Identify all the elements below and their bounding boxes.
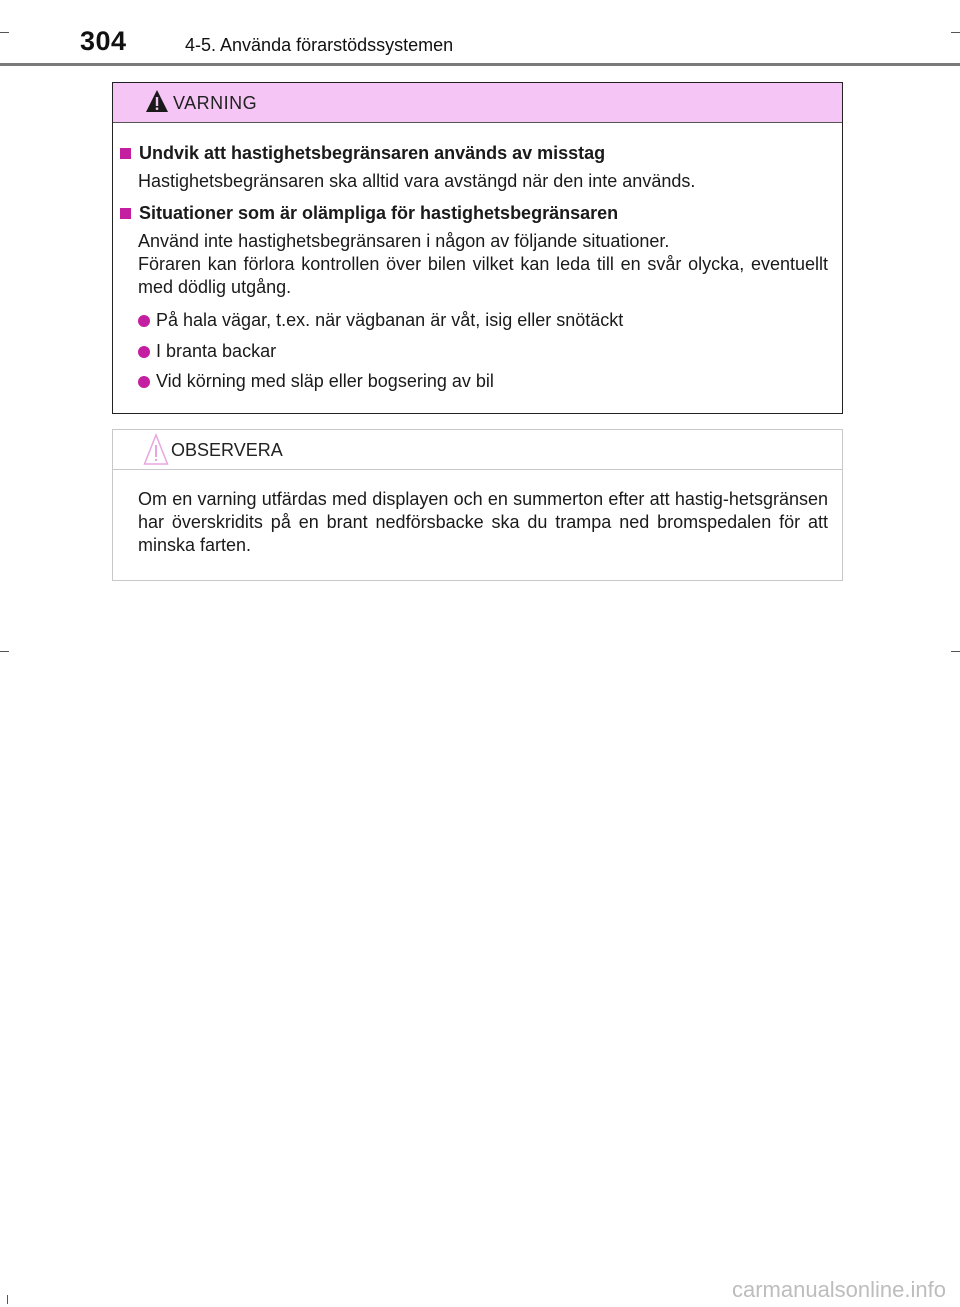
notice-box: [112, 429, 843, 581]
warning-item-text: Använd inte hastighetsbegränsaren i någon av följande situationer.: [138, 231, 670, 251]
watermark: carmanualsonline.info: [731, 1277, 946, 1302]
notice-text: Om en varning utfärdas med displayen och en summerton efter att hastig-hetsgränsen har överskridits på en brant nedförsbacke ska du trampa ned bromspedalen för att minska farten.: [138, 489, 828, 555]
list-item: Vid körning med släp eller bogsering av bil: [138, 370, 494, 393]
square-bullet-icon: [120, 208, 131, 219]
page-header: [0, 0, 960, 66]
square-bullet-icon: [120, 148, 131, 159]
header-divider: [0, 63, 960, 66]
warning-label: VARNING: [173, 93, 258, 113]
warning-item-heading: Undvik att hastighetsbegränsaren används av misstag: [120, 142, 605, 165]
notice-label: OBSERVERA: [171, 440, 283, 460]
warning-box: [112, 82, 843, 414]
crop-mark: [951, 651, 960, 652]
bullet-dot-icon: [138, 346, 150, 358]
warning-triangle-icon: [145, 89, 169, 113]
crop-mark: [7, 1295, 8, 1304]
list-item: På hala vägar, t.ex. när vägbanan är våt, isig eller snötäckt: [138, 309, 623, 332]
section-title: 4-5. Använda förarstödssystemen: [185, 35, 454, 55]
warning-header: [113, 83, 842, 123]
notice-header: [113, 430, 842, 470]
bullet-dot-icon: [138, 376, 150, 388]
page-number: 304: [80, 26, 127, 56]
bullet-dot-icon: [138, 315, 150, 327]
warning-item-text: Hastighetsbegränsaren ska alltid vara avstängd när den inte används.: [138, 171, 696, 191]
caution-triangle-icon: [143, 433, 169, 465]
warning-item-heading: Situationer som är olämpliga för hastighetsbegränsaren: [120, 202, 618, 225]
list-item: I branta backar: [138, 340, 276, 363]
warning-item-text: Föraren kan förlora kontrollen över bilen vilket kan leda till en svår olycka, eventuellt med dödlig utgång.: [138, 254, 828, 297]
crop-mark: [0, 651, 9, 652]
